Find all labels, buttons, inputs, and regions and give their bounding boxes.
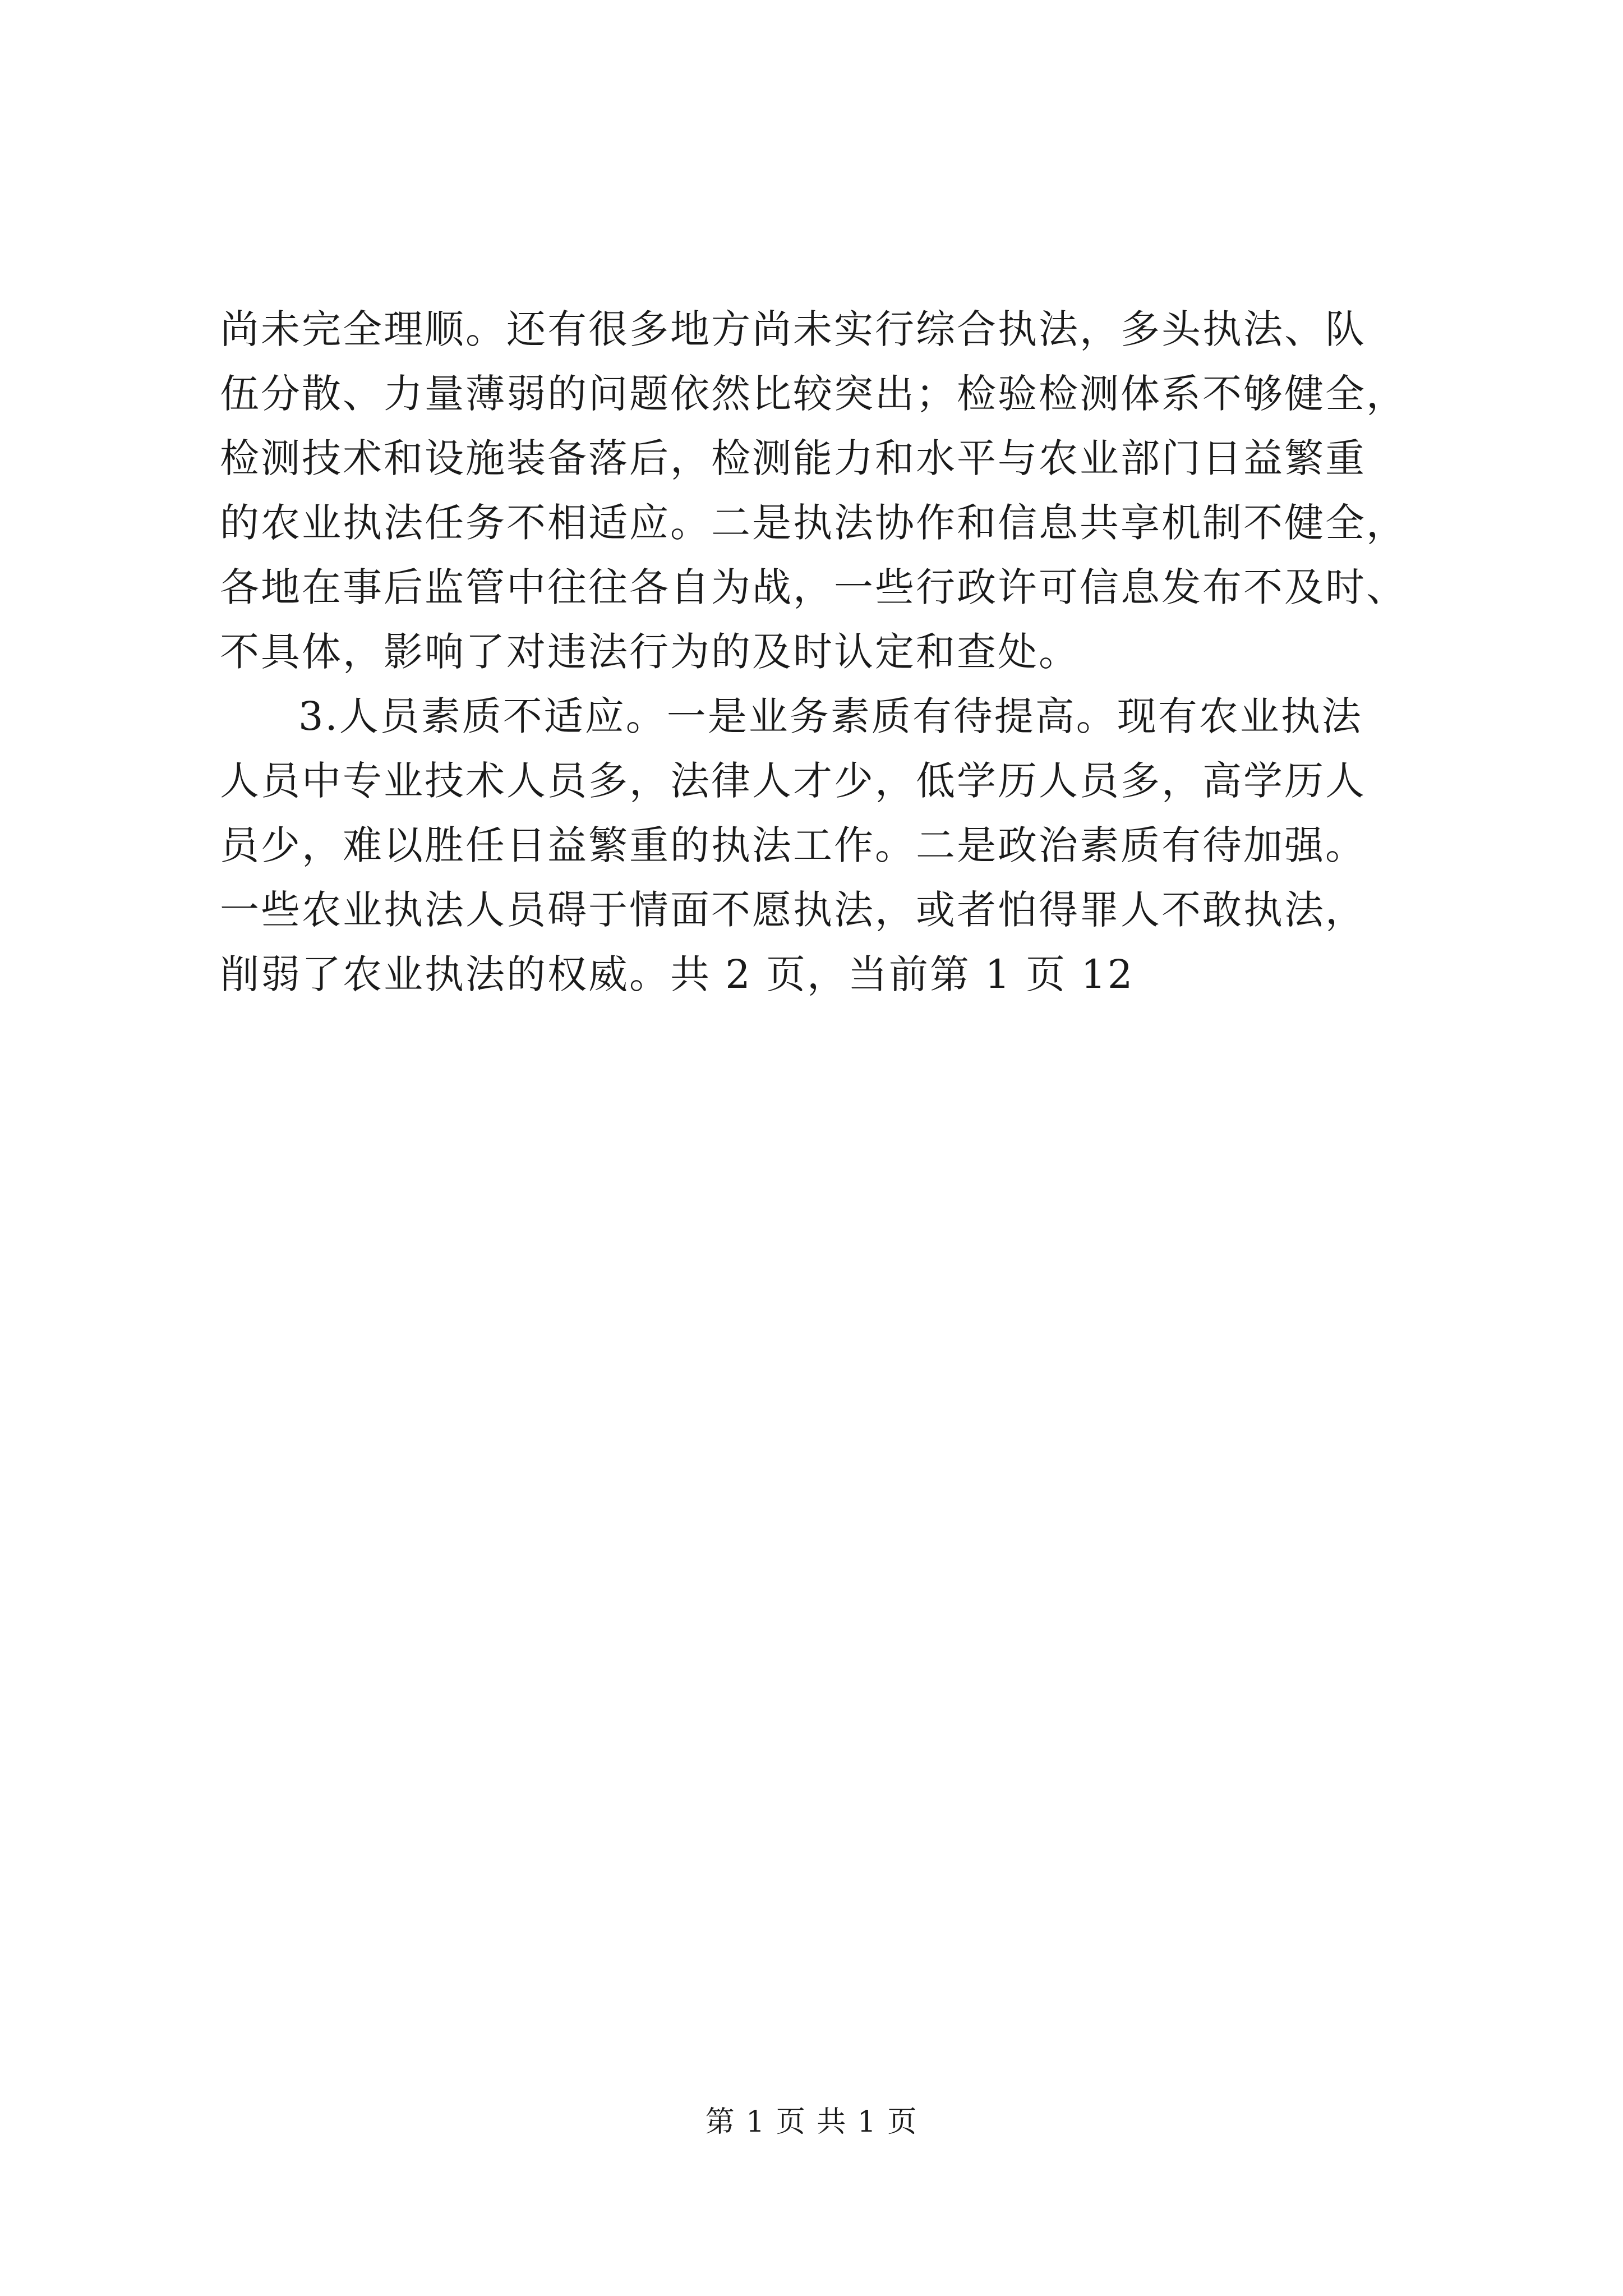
text-line: 不具体，影响了对违法行为的及时认定和查处。 xyxy=(220,629,1080,675)
text-line: 3.人员素质不适应。一是业务素质有待提高。现有农业执法 xyxy=(298,693,1363,739)
text-line: 一些农业执法人员碍于情面不愿执法，或者怕得罪人不敢执法， xyxy=(220,887,1366,933)
page-footer: 第 1 页 共 1 页 xyxy=(705,2105,918,2139)
document-body xyxy=(220,297,1442,1007)
text-line: 人员中专业技术人员多，法律人才少，低学历人员多，高学历人 xyxy=(220,758,1366,804)
text-line: 检测技术和设施装备落后，检测能力和水平与农业部门日益繁重 xyxy=(220,435,1366,481)
text-line: 伍分散、力量薄弱的问题依然比较突出；检验检测体系不够健全， xyxy=(220,371,1407,417)
text-line: 员少，难以胜任日益繁重的执法工作。二是政治素质有待加强。 xyxy=(220,822,1366,868)
text-line: 削弱了农业执法的权威。共 2 页，当前第 1 页 12 xyxy=(220,951,1135,997)
text-line: 尚未完全理顺。还有很多地方尚未实行综合执法，多头执法、队 xyxy=(220,306,1366,352)
text-line: 的农业执法任务不相适应。二是执法协作和信息共享机制不健全， xyxy=(220,500,1407,546)
text-line: 各地在事后监管中往往各自为战，一些行政许可信息发布不及时、 xyxy=(220,564,1407,610)
